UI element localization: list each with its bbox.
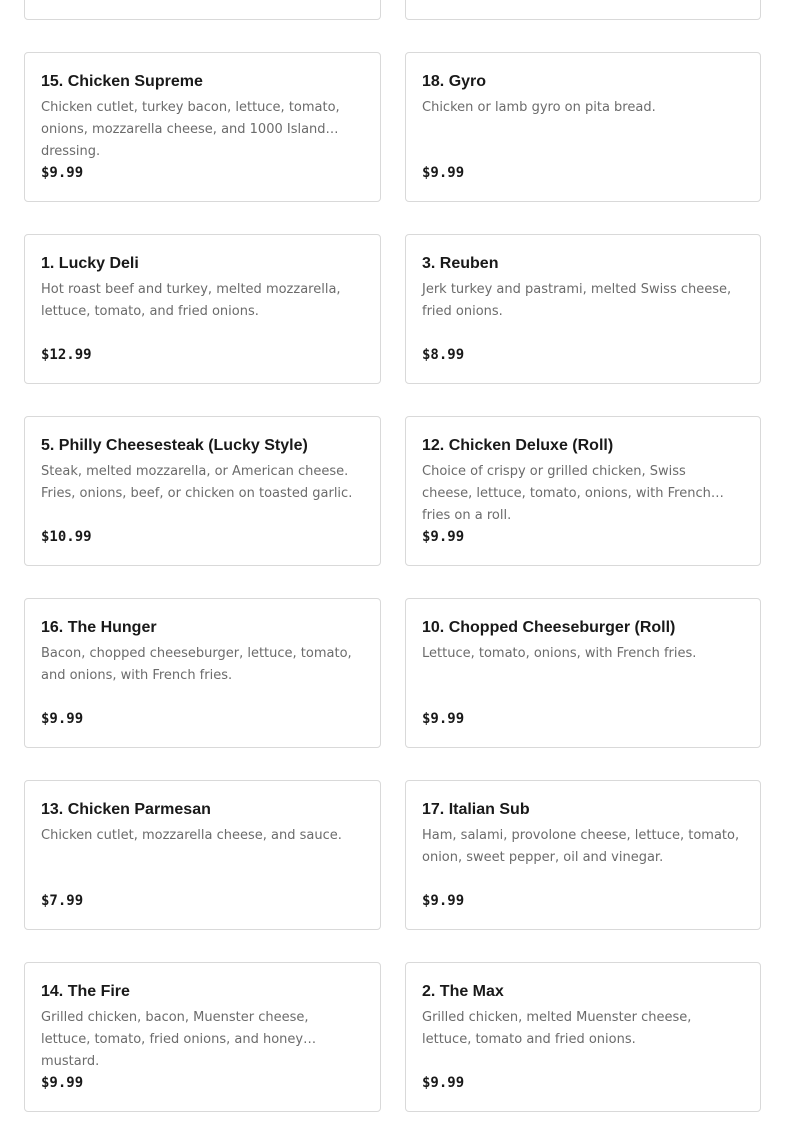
menu-item-description: Bacon, chopped cheeseburger, lettuce, tomato, and onions, with French fries.	[41, 646, 352, 683]
menu-item-name: 14. The Fire	[41, 983, 130, 1000]
menu-item-price: $9.99	[422, 1075, 465, 1091]
menu-item-name: 3. Reuben	[422, 255, 499, 272]
menu-item-description: Grilled chicken, bacon, Muenster cheese, lettuce, tomato, fried onions, and honey mustard.	[41, 1010, 309, 1069]
menu-item-price: $12.99	[41, 347, 92, 363]
menu-item-name: 5. Philly Cheesesteak (Lucky Style)	[41, 437, 308, 454]
menu-item-price: $8.99	[422, 347, 465, 363]
menu-item-price: $9.99	[41, 165, 84, 181]
menu-item-price: $9.99	[41, 711, 84, 727]
menu-item-description: Hot roast beef and turkey, melted mozzarella, lettuce, tomato, and fried onions.	[41, 282, 341, 319]
menu-item-name: 13. Chicken Parmesan	[41, 801, 211, 818]
menu-item-price: $7.99	[41, 893, 84, 909]
menu-item-description: Steak, melted mozzarella, or American cheese. Fries, onions, beef, or chicken on toasted garlic.	[41, 464, 353, 501]
menu-item-description: Grilled chicken, melted Muenster cheese, lettuce, tomato and fried onions.	[422, 1010, 692, 1047]
menu-item-description: Jerk turkey and pastrami, melted Swiss cheese, fried onions.	[422, 282, 732, 319]
menu-item-card[interactable]	[405, 780, 761, 930]
menu-item-card[interactable]	[405, 598, 761, 748]
menu-item-card[interactable]	[24, 234, 381, 384]
menu-item-description: Choice of crispy or grilled chicken, Swiss cheese, lettuce, tomato, onions, with French fries on a roll.	[422, 464, 711, 523]
menu-item-description: Chicken cutlet, mozzarella cheese, and sauce.	[41, 828, 342, 843]
menu-item-name: 15. Chicken Supreme	[41, 73, 203, 90]
menu-item-price: $9.99	[422, 711, 465, 727]
menu-item-card[interactable]	[24, 52, 381, 202]
menu-item-name: 1. Lucky Deli	[41, 255, 139, 272]
menu-item-grid	[24, 0, 761, 1112]
menu-item-name: 17. Italian Sub	[422, 801, 530, 818]
menu-item-card[interactable]	[24, 0, 381, 20]
menu-item-name: 2. The Max	[422, 983, 504, 1000]
menu-item-description: Ham, salami, provolone cheese, lettuce, tomato, onion, sweet pepper, oil and vinegar.	[422, 828, 740, 865]
menu-item-description: Chicken cutlet, turkey bacon, lettuce, tomato, onions, mozzarella cheese, and 1000 Island dressing.	[41, 100, 340, 159]
menu-item-price: $10.99	[41, 529, 92, 545]
menu-item-card[interactable]	[405, 0, 761, 20]
menu-item-name: 18. Gyro	[422, 73, 487, 90]
menu-item-name: 10. Chopped Cheeseburger (Roll)	[422, 619, 676, 636]
menu-item-card[interactable]	[24, 598, 381, 748]
menu-item-name: 12. Chicken Deluxe (Roll)	[422, 437, 614, 454]
menu-item-card[interactable]	[405, 962, 761, 1112]
menu-item-price: $9.99	[41, 1075, 84, 1091]
menu-item-name: 16. The Hunger	[41, 619, 157, 636]
menu-item-description: Chicken or lamb gyro on pita bread.	[422, 100, 656, 115]
menu-item-card[interactable]	[405, 52, 761, 202]
menu-item-price: $9.99	[422, 529, 465, 545]
menu-item-card[interactable]	[24, 416, 381, 566]
menu-item-card[interactable]	[405, 416, 761, 566]
menu-item-price: $9.99	[422, 165, 465, 181]
menu-item-description: Lettuce, tomato, onions, with French fries.	[422, 646, 697, 661]
menu-item-price: $9.99	[422, 893, 465, 909]
menu-item-card[interactable]	[24, 962, 381, 1112]
menu-item-card[interactable]	[405, 234, 761, 384]
menu-item-card[interactable]	[24, 780, 381, 930]
